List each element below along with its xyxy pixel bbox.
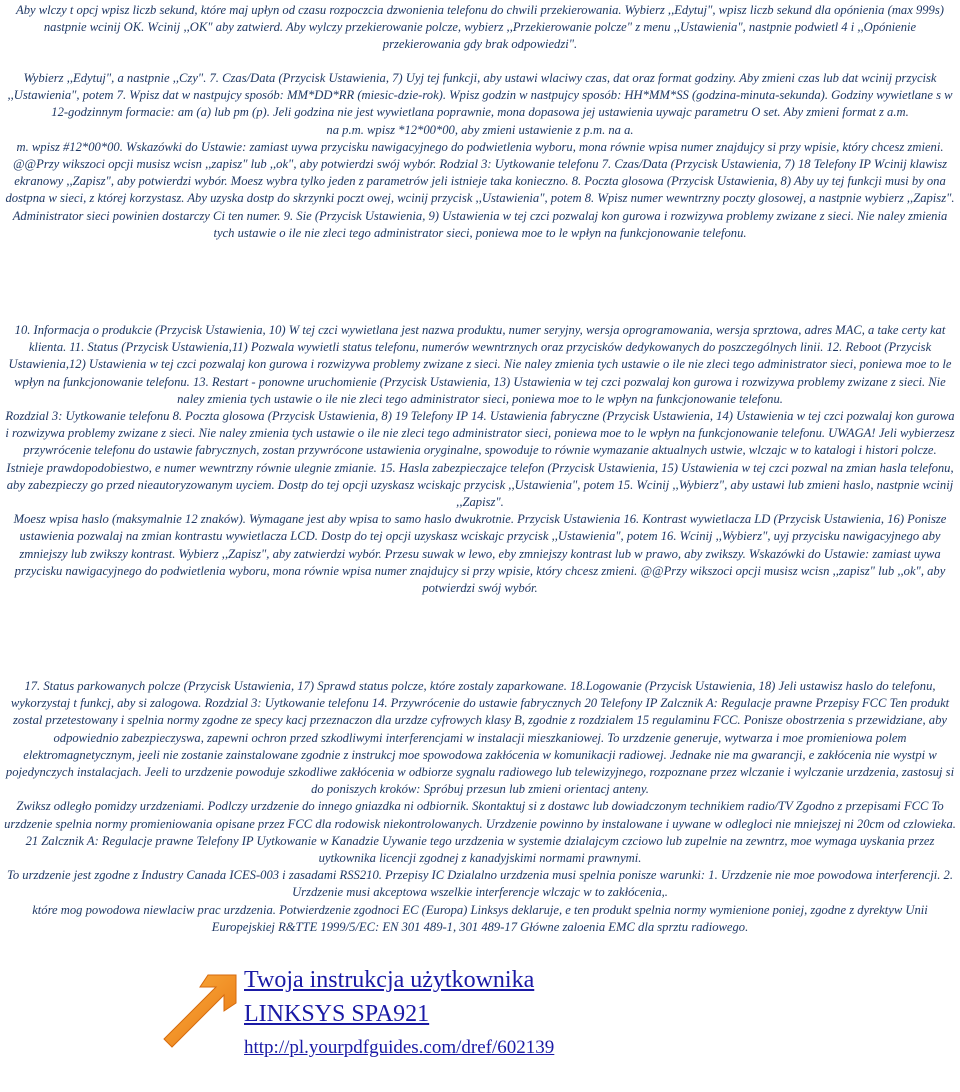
manual-url-link[interactable]: http://pl.yourpdfguides.com/dref/602139 [244,1037,555,1058]
manual-title-link[interactable]: Twoja instrukcja użytkownika [244,967,535,993]
footer-banner [160,965,620,1085]
paragraph-2: Wybierz ,,Edytuj", a nastpnie ,,Czy". 7. Czas/Data (Przycisk Ustawienia, 7) Uyj tej funkcji, aby ustawi wlaciwy czas, dat oraz format godziny. Aby zmieni czas lub dat wcinij przycisk ,,Ustawienia", potem 7. Wpisz dat w nastpujcy sposób: MM*DD*RR (miesic-dzie-rok). Wpisz godzin w nastpujcy sposób: HH*MM*SS (godzina-minuta-sekunda). Godziny wywietlane s w 12-godzinnym formacie: am (a) lub pm (p). Jeli godzina nie jest wywietlana poprawnie, mona dopasowa jej ustawienia uywajc parametru O set. Aby zmieni format z a.m. na p.m. wpisz *12*00*00, aby zmieni ustawienie z p.m. na a. m. wpisz #12*00*00. Wskazówki do Ustawie: zamiast uywa przycisku nawigacyjnego do podwietlenia wyboru, mona równie wpisa numer znajdujcy si przy wpisie, który chcesz zmieni. @@Przy wikszoci opcji musisz wcisn ,,zapisz" lub ,,ok", aby potwierdzi swój wybór. Rodzial 3: Uytkowanie telefonu 7. Czas/Data (Przycisk Ustawienia, 7) 18 Telefony IP Wcinij klawisz ekranowy ,,Zapisz", aby potwierdzi wybór. Moesz wybra tylko jeden z parametrów jeli istnieje taka konieczno. 8. Poczta glosowa (Przycisk Ustawienia, 8) Aby uy tej funkcji musi by ona dostpna w sieci, z której korzystasz. Aby uzyska dostp do skrzynki poczt owej, wcinij przycisk ,,Ustawienia", potem 8. Wpisz numer wewntrzny poczty glosowej, a nastpnie wybierz ,,Zapisz". Administrator sieci powinien dostarczy Ci ten numer. 9. Sie (Przycisk Ustawienia, 9) Ustawienia w tej czci pozwalaj kon gurowa i rozwizywa problemy zwizane z sieci. Nie naley zmienia tych ustawie o ile nie zleci tego administrator sieci, poniewa moe to le wpłyn na funkcjonowanie telefonu. [5,71,955,240]
paragraph-4: 17. Status parkowanych polcze (Przycisk Ustawienia, 17) Sprawd status polcze, które zostaly zaparkowane. 18.Logowanie (Przycisk Ustawienia, 18) Jeli ustawisz haslo do telefonu, wykorzystaj t funkcj, aby si zalogowa. Rozdzial 3: Uytkowanie telefonu 14. Przywrócenie do ustawie fabrycznych 20 Telefony IP Zalcznik A: Regulacje prawne Przepisy FCC Ten produkt zostal przetestowany i spelnia normy zgodne ze specy kacj przeznaczon dla urzdze cyfrowych klasy B, zgodnie z rozdzialem 15 regulaminu FCC. Ponisze obostrzenia s przewidziane, aby odpowiednio zabezpieczyswa, zapewni ochron przed szkodliwymi interferencjami w instalacji mieszkaniowej. To urzdzenie generuje, wytwarza i moe promieniowa polem elektromagnetycznym, jeeli nie zostanie zainstalowane zgodnie z instrukcj moe spowodowa zakłócenia w komunikacji radiowej. Jednake nie ma gwarancji, e zakłócenia nie wystpi w pojedynczych instalacjach. Jeeli to urzdzenie powoduje szkodliwe zakłócenia w odbiorze sygnalu radiowego lub telewizyjnego, rozpoznane przez wlczanie i wylczanie urzdzenia, zastosuj si do poniszych kroków: Spróbuj przesun lub zmieni orientacj anteny. Zwiksz odległo pomidzy urzdzeniami. Podlczy urzdzenie do innego gniazdka ni odbiornik. Skontaktuj si z dostawc lub dowiadczonym technikiem radio/TV Zgodno z przepisami FCC To urzdzenie spelnia normy promieniowania opisane przez FCC dla rodowisk niekontrolowanych. Urzdzenie powinno by instalowane i uywane w odlegloci nie mniejszej ni 20cm od czlowieka. 21 Zalcznik A: Regulacje prawne Telefony IP Uytkowanie w Kanadzie Uywanie tego urzdzenia w systemie dzialajcym czciowo lub zupelnie na zewntrz, moe wymaga uyskania przez uytkownika licencji zgodnej z kanadyjskimi normami prawnymi. To urzdzenie jest zgodne z Industry Canada ICES-003 i zasadami RSS210. Przepisy IC Dzialalno urzdzenia musi spelnia ponisze warunki: 1. Urzdzenie nie moe powodowa interferencji. 2. Urzdzenie musi akceptowa wszelkie interferencje wlczajc w to zakłócenia,. które mog powodowa niewlaciw prac urzdzenia. Potwierdzenie zgodnoci EC (Europa) Linksys deklaruje, e ten produkt spelnia normy wymienione poniej, zgodne z dyrektyw Unii Europejskiej R&TTE 1999/5/EC: EN 301 489-1, 301 489-17 Główne zaloenia EMC dla sprztu radiowego. [4,679,956,934]
paragraph-1: Aby wlczy t opcj wpisz liczb sekund, które maj upłyn od czasu rozpoczcia dzwonienia telefonu do chwili przekierowania. Wybierz ,,Edytuj", wpisz liczb sekund dla opónienia (max 999s) nastpnie wcinij OK. Wcinij ,,OK" aby zatwierd. Aby wylczy przekierowanie polcze, wybierz ,,Przekierowanie polcze" z menu ,,Ustawienia", nastpnie podwietl 4 i ,,Opónienie przekierowania gdy brak odpowiedzi". [16,3,944,52]
product-name-link[interactable]: LINKSYS SPA921 [244,1001,430,1027]
paragraph-3: 10. Informacja o produkcie (Przycisk Ustawienia, 10) W tej czci wywietlana jest nazwa produktu, numer seryjny, wersja oprogramowania, wersja sprztowa, adres MAC, a take certy kat klienta. 11. Status (Przycisk Ustawienia,11) Pozwala wywietli status telefonu, numerów wewntrznych oraz przycisków dedykowanych do poszczególnych linii. 12. Reboot (Przycisk Ustawienia,12) Ustawienia w tej czci pozwalaj kon gurowa i rozwizywa problemy zwizane z sieci. Nie naley zmienia tych ustawie o ile nie zleci tego administrator sieci, poniewa moe to le wpłyn na funkcjonowanie telefonu. 13. Restart - ponowne uruchomienie (Przycisk Ustawienia, 13) Ustawienia w tej czci pozwalaj kon gurowa i rozwizywa problemy zwizane z sieci. Nie naley zmienia tych ustawie o ile nie zleci tego administrator sieci, poniewa moe to le wpłyn na funkcjonowanie telefonu. Rozdzial 3: Uytkowanie telefonu 8. Poczta glosowa (Przycisk Ustawienia, 8) 19 Telefony IP 14. Ustawienia fabryczne (Przycisk Ustawienia, 14) Ustawienia w tej czci pozwalaj kon gurowa i rozwizywa problemy zwizane z sieci. Nie naley zmienia tych ustawie o ile nie zleci tego administrator sieci, poniewa moe to le wpłyn na funkcjonowanie telefonu. UWAGA! Jeli wybierzesz przywrócenie telefonu do ustawie fabrycznych, zostan przywrócone ustawienia oryginalne, spowoduje to równie wymazanie aktualnych ustwie, wlczajc w to katalogi i histori polcze. Istnieje prawdopodobiestwo, e numer wewntrzny równie ulegnie zmianie. 15. Hasla zabezpieczajce telefon (Przycisk Ustawienia, 15) Ustawienia w tej czci pozwal na zmian hasla telefonu, aby zabezpieczy go przed nieautoryzowanym uyciem. Dostp do tej opcji uzyskasz wciskajc przycisk ,,Ustawienia", potem 15. Wcinij ,,Wybierz", aby ustawi lub zmieni haslo, nastpnie wcinij ,,Zapisz". Moesz wpisa haslo (maksymalnie 12 znaków). Wymagane jest aby wpisa to samo haslo dwukrotnie. Przycisk Ustawienia 16. Kontrast wywietlacza LD (Przycisk Ustawienia, 16) Ponisze ustawienia pozwalaj na zmian kontrastu wywietlacza LCD. Dostp do tej opcji uzyskasz wciskajc przycisk ,,Ustawienia", potem 16. Wcinij ,,Wybierz", uyj przycisku nawigacyjnego aby zmniejszy lub zwikszy kontrast. Wybierz ,,Zapisz", aby zatwierdzi wybór. Przesu suwak w lewo, eby zmniejszy kontrast lub w prawo, aby zwikszy. Wskazówki do Ustawie: zamiast uywa przycisku nawigacyjnego do podwietlenia wyboru, mona równie wpisa numer znajdujcy si przy wpisie, który chcesz zmieni. @@Przy wikszoci opcji musisz wcisn ,,zapisz" lub ,,ok", aby potwierdzi swój wybór. [5,323,955,596]
orange-arrow-icon [160,969,240,1049]
